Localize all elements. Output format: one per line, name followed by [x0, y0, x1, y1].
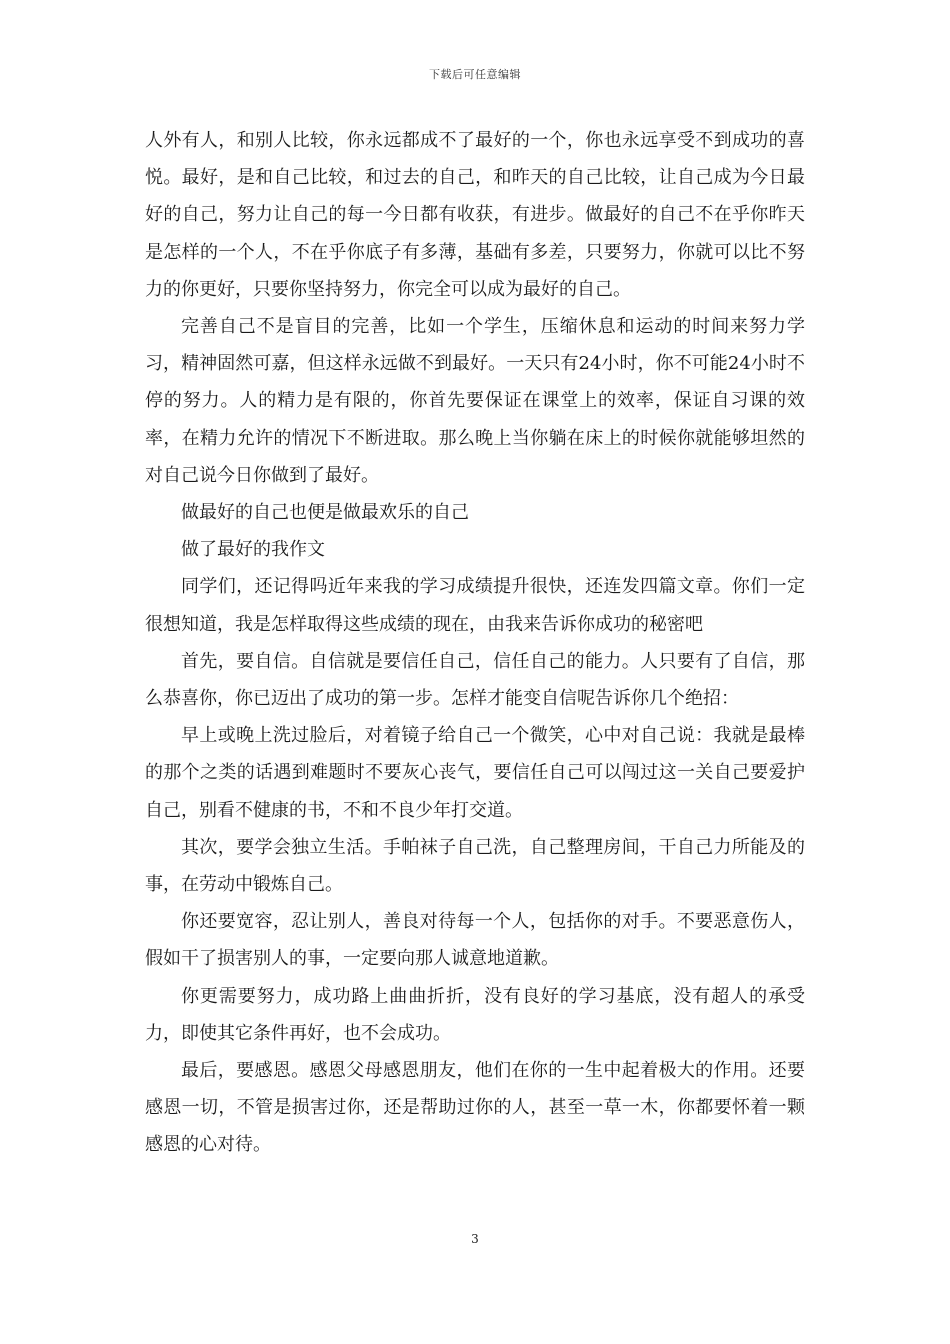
- document-body: [145, 122, 805, 1164]
- section-title: 做了最好的我作文: [181, 539, 325, 561]
- paragraph-2: 完善自己不是盲目的完善，比如一个学生，压缩休息和运动的时间来努力学习，精神固然可嘉，但这样永远做不到最好。一天只有24小时，你不可能24小时不停的努力。人的精力是有限的，你首先要保证在课堂上的效率，保证自习课的效率，在精力允许的情况下不断进取。那么晚上当你躺在床上的时候你就能够坦然的对自己说今日你做到了最好。: [145, 316, 805, 486]
- paragraph-5: 同学们，还记得吗近年来我的学习成绩提升很快，还连发四篇文章。你们一定很想知道，我是怎样取得这些成绩的现在，由我来告诉你成功的秘密吧: [145, 576, 805, 635]
- paragraph-3: 做最好的自己也便是做最欢乐的自己: [181, 502, 469, 524]
- page-number: 3: [471, 1232, 479, 1246]
- paragraph-7: 早上或晚上洗过脸后，对着镜子给自己一个微笑，心中对自己说：我就是最棒的那个之类的话遇到难题时不要灰心丧气，要信任自己可以闯过这一关自己要爱护自己，别看不健康的书，不和不良少年打交道。: [145, 725, 805, 821]
- paragraph-1: 人外有人，和别人比较，你永远都成不了最好的一个，你也永远享受不到成功的喜悦。最好，是和自己比较，和过去的自己，和昨天的自己比较，让自己成为今日最好的自己，努力让自己的每一今日都有收获，有进步。做最好的自己不在乎你昨天是怎样的一个人，不在乎你底子有多薄，基础有多差，只要努力，你就可以比不努力的你更好，只要你坚持努力，你完全可以成为最好的自己。: [145, 130, 805, 300]
- page-header: 下载后可任意编辑: [429, 68, 521, 81]
- paragraph-6: 首先，要自信。自信就是要信任自己，信任自己的能力。人只要有了自信，那么恭喜你，你已迈出了成功的第一步。怎样才能变自信呢告诉你几个绝招：: [145, 650, 805, 710]
- paragraph-9: 你还要宽容，忍让别人，善良对待每一个人，包括你的对手。不要恶意伤人，假如干了损害别人的事，一定要向那人诚意地道歉。: [145, 911, 805, 970]
- paragraph-8: 其次，要学会独立生活。手帕袜子自己洗，自己整理房间，干自己力所能及的事，在劳动中锻炼自己。: [145, 836, 805, 896]
- paragraph-10: 你更需要努力，成功路上曲曲折折，没有良好的学习基底，没有超人的承受力，即使其它条件再好，也不会成功。: [145, 985, 805, 1044]
- paragraph-11: 最后，要感恩。感恩父母感恩朋友，他们在你的一生中起着极大的作用。还要感恩一切，不管是损害过你，还是帮助过你的人，甚至一草一木，你都要怀着一颗感恩的心对待。: [145, 1060, 805, 1156]
